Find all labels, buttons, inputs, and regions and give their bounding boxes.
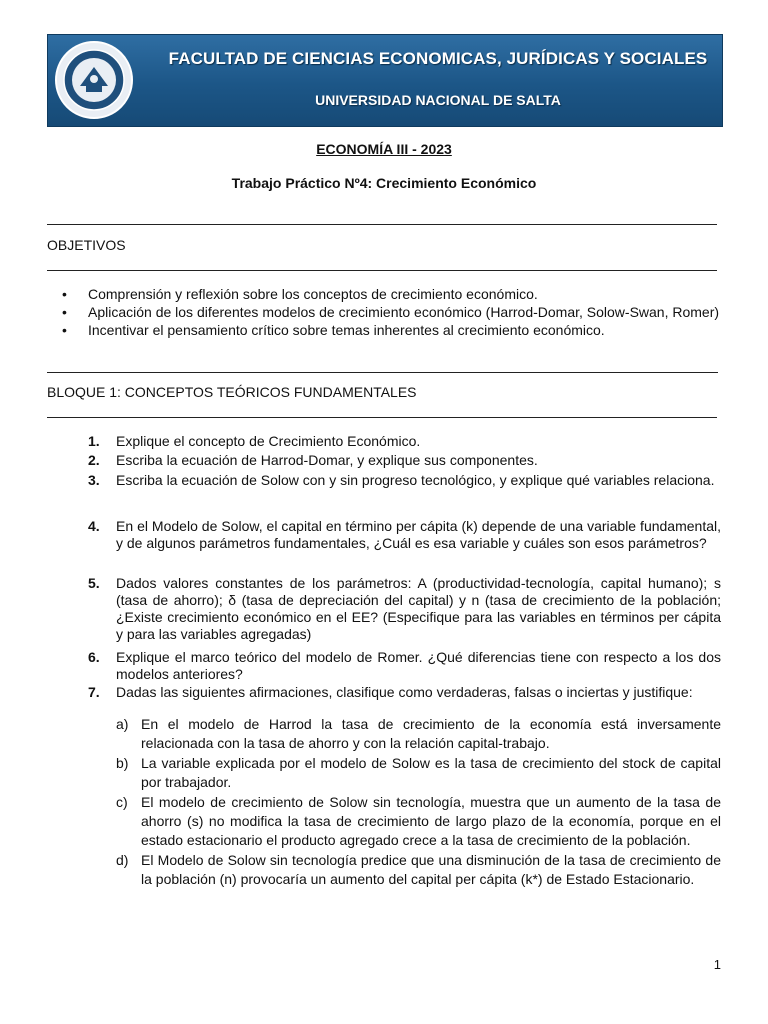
- question-number: 6.: [88, 649, 100, 665]
- statement-text: En el modelo de Harrod la tasa de crecimiento de la economía está inversamente relacionada con la tasa de ahorro y con la relación capital-trabajo.: [141, 716, 721, 751]
- divider: [47, 270, 717, 271]
- objectives-list: [62, 286, 720, 340]
- statement-text: El Modelo de Solow sin tecnología predice que una disminución de la tasa de crecimiento de la población (n) provocaría un aumento del capital per cápita (k*) de Estado Estacionario.: [141, 852, 721, 887]
- list-item: [116, 793, 721, 850]
- question: [88, 433, 721, 450]
- question-text: En el Modelo de Solow, el capital en término per cápita (k) depende de una variable fundamental, y de algunos parámetros fundamentales, ¿Cuál es esa variable y cuáles son esos parámetros?: [116, 518, 721, 551]
- question-number: 2.: [88, 452, 100, 468]
- list-item: • Aplicación de los diferentes modelos de crecimiento económico (Harrod-Domar, Solow-Swan, Romer): [62, 304, 720, 321]
- assignment-title: Trabajo Práctico Nº4: Crecimiento Económico: [231, 175, 537, 191]
- objectives-heading: OBJETIVOS: [47, 237, 126, 253]
- question-number: 5.: [88, 575, 100, 591]
- question-text: Explique el marco teórico del modelo de Romer. ¿Qué diferencias tiene con respecto a los dos modelos anteriores?: [116, 649, 721, 682]
- statements-list: [116, 715, 721, 889]
- list-item: [116, 754, 721, 792]
- university-seal-icon: [54, 39, 134, 121]
- divider: [47, 224, 717, 225]
- question: [88, 452, 721, 469]
- statement-letter: d): [116, 852, 129, 868]
- list-item: • Incentivar el pensamiento crítico sobre temas inherentes al crecimiento económico.: [62, 322, 720, 339]
- course-title: ECONOMÍA III - 2023: [316, 141, 452, 157]
- divider: [47, 417, 717, 418]
- list-item: • Comprensión y reflexión sobre los conceptos de crecimiento económico.: [62, 286, 720, 303]
- faculty-name: FACULTAD DE CIENCIAS ECONOMICAS, JURÍDICAS Y SOCIALES: [168, 49, 708, 68]
- statement-letter: b): [116, 755, 129, 771]
- question: [88, 684, 721, 701]
- question: [88, 518, 721, 552]
- statement-text: El modelo de crecimiento de Solow sin tecnología, muestra que un aumento de la tasa de ahorro (s) no modifica la tasa de crecimiento de largo plazo de la economía, porque en el estado estacionario el producto agregado crece a la tasa de crecimiento de la población.: [141, 794, 721, 848]
- question: [88, 472, 721, 489]
- page-number: 1: [713, 957, 721, 972]
- question-number: 3.: [88, 472, 100, 488]
- question-text: Escriba la ecuación de Harrod-Domar, y explique sus componentes.: [116, 452, 538, 468]
- question-text: Dadas las siguientes afirmaciones, clasifique como verdaderas, falsas o inciertas y justifique:: [116, 684, 693, 700]
- question: [88, 649, 721, 683]
- divider: [47, 372, 718, 373]
- question-text: Dados valores constantes de los parámetros: A (productividad-tecnología, capital humano); s (tasa de ahorro); δ (tasa de depreciación del capital) y n (tasa de crecimiento de la población; ¿Existe crecimiento económico en el EE? (Especifique para las variables en términos per cápita y para las variables agregadas): [116, 575, 721, 642]
- header-banner: [47, 34, 723, 127]
- block1-heading: BLOQUE 1: CONCEPTOS TEÓRICOS FUNDAMENTALES: [47, 384, 417, 400]
- list-item: [116, 851, 721, 889]
- list-item: [116, 715, 721, 753]
- statement-letter: a): [116, 716, 129, 732]
- statement-text: La variable explicada por el modelo de Solow es la tasa de crecimiento del stock de capital por trabajador.: [141, 755, 721, 790]
- university-name: UNIVERSIDAD NACIONAL DE SALTA: [315, 92, 561, 108]
- question-number: 1.: [88, 433, 100, 449]
- question: [88, 575, 721, 643]
- question-number: 7.: [88, 684, 100, 700]
- question-text: Explique el concepto de Crecimiento Económico.: [116, 433, 421, 449]
- question-text: Escriba la ecuación de Solow con y sin progreso tecnológico, y explique qué variables relaciona.: [116, 472, 715, 488]
- statement-letter: c): [116, 794, 128, 810]
- question-number: 4.: [88, 518, 100, 534]
